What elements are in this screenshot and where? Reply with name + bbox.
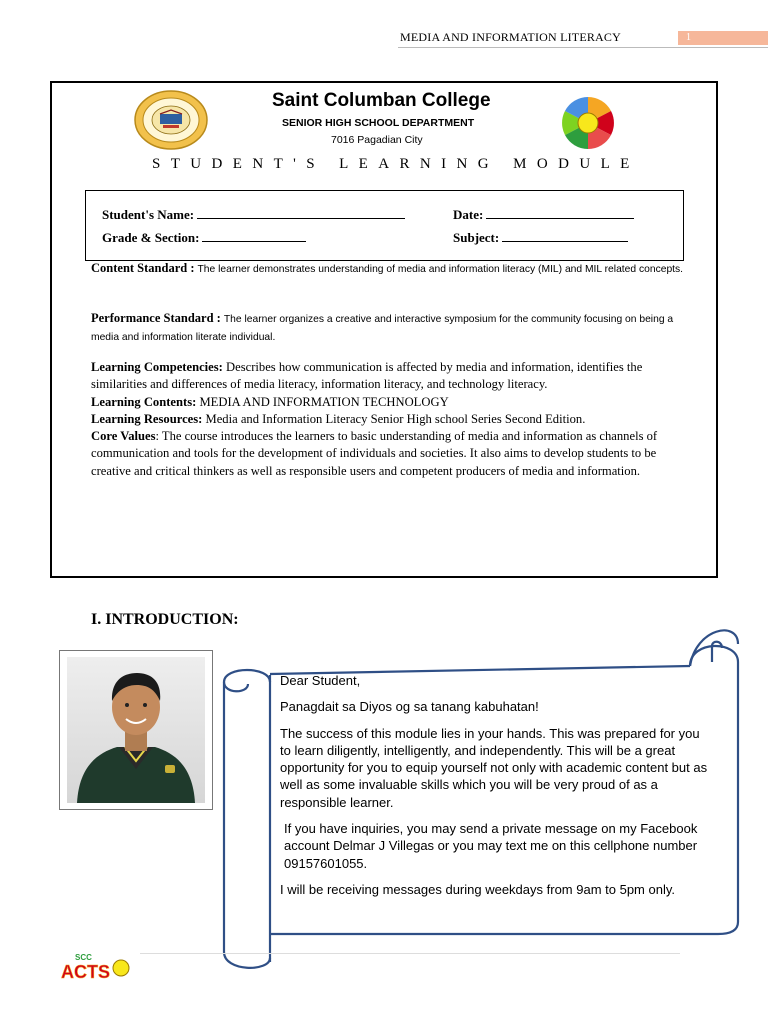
performance-standard-label: Performance Standard : <box>91 311 221 325</box>
content-standard-text: The learner demonstrates understanding of media and information literacy (MIL) and MIL related concepts. <box>197 264 684 275</box>
module-title: STUDENT'S LEARNING MODULE <box>152 156 640 172</box>
core-values <box>91 428 691 480</box>
student-name-field[interactable] <box>102 206 405 223</box>
scc-acts-logo <box>57 950 135 986</box>
letter-paragraph-1: The success of this module lies in your hands. This was prepared for you to learn diligently, intelligently, and independently. This will be a great opportunity for you to equip yourself not only with academic content but as well as some invaluable skills which you will be very proud of as a responsible learner. <box>280 725 708 810</box>
content-standard-label: Content Standard : <box>91 261 195 275</box>
department-name: SENIOR HIGH SCHOOL DEPARTMENT <box>282 117 475 129</box>
letter-paragraph-2: If you have inquiries, you may send a private message on my Facebook account Delmar J Villegas or you may text me on this cellphone number 09157601055. <box>284 821 698 871</box>
student-name-blank[interactable] <box>197 206 405 219</box>
competencies-label: Learning Competencies: <box>91 360 223 374</box>
learning-resources <box>91 411 691 428</box>
subject-blank[interactable] <box>502 229 628 242</box>
learning-details <box>91 359 691 480</box>
student-info-box <box>85 190 684 261</box>
resources-label: Learning Resources: <box>91 411 203 426</box>
teacher-photo-frame <box>59 650 213 810</box>
header-divider <box>398 47 768 48</box>
letter-paragraph-3: I will be receiving messages during weekdays from 9am to 5pm only. <box>280 881 675 897</box>
grade-section-label: Grade & Section: <box>102 230 200 245</box>
grade-section-blank[interactable] <box>202 229 306 242</box>
competencies-text: Describes how communication is affected by media and information, identifies the similarities and differences of media literacy, information literacy, and technology literacy. <box>91 360 643 392</box>
page-number: 1 <box>678 31 768 45</box>
date-blank[interactable] <box>486 206 634 219</box>
content-standard <box>91 260 691 278</box>
letter-greeting: Dear Student, <box>280 673 361 688</box>
college-city: 7016 Pagadian City <box>331 134 423 146</box>
date-label: Date: <box>453 207 484 222</box>
running-header: MEDIA AND INFORMATION LITERACY <box>400 30 621 44</box>
subject-label: Subject: <box>453 230 500 245</box>
svg-text:SCC: SCC <box>75 953 92 962</box>
student-name-label: Student's Name: <box>102 207 195 222</box>
learning-contents <box>91 394 691 411</box>
teacher-photo <box>67 657 205 803</box>
values-text: : The course introduces the learners to basic understanding of media and information as channels of communication and tools for the development of individuals and societies. It also aims to develop students to be creative and critical thinkers as well as responsible users and competent producers of media and information. <box>91 429 658 478</box>
values-label: Core Values <box>91 429 156 444</box>
grade-section-field[interactable] <box>102 229 306 246</box>
subject-field[interactable] <box>453 229 628 246</box>
svg-text:ACTS: ACTS <box>61 962 110 982</box>
performance-standard <box>91 310 691 346</box>
date-field[interactable] <box>453 206 634 223</box>
college-seal-icon <box>134 90 208 150</box>
learning-competencies <box>91 359 691 394</box>
letter-body <box>280 672 708 907</box>
letter-salutation: Panagdait sa Diyos og sa tanang kabuhatan! <box>280 699 539 715</box>
contents-text: MEDIA AND INFORMATION TECHNOLOGY <box>199 394 449 409</box>
resources-text: Media and Information Literacy Senior High school Series Second Edition. <box>205 411 586 426</box>
performance-standard-text: The learner organizes a creative and interactive symposium for the community focusing on being a media and information literate individual. <box>91 314 674 343</box>
footer-divider <box>140 953 680 954</box>
school-emblem-icon <box>556 95 620 151</box>
introduction-heading: I. INTRODUCTION: <box>91 611 239 628</box>
contents-label: Learning Contents: <box>91 394 197 409</box>
college-name: Saint Columban College <box>272 90 491 111</box>
